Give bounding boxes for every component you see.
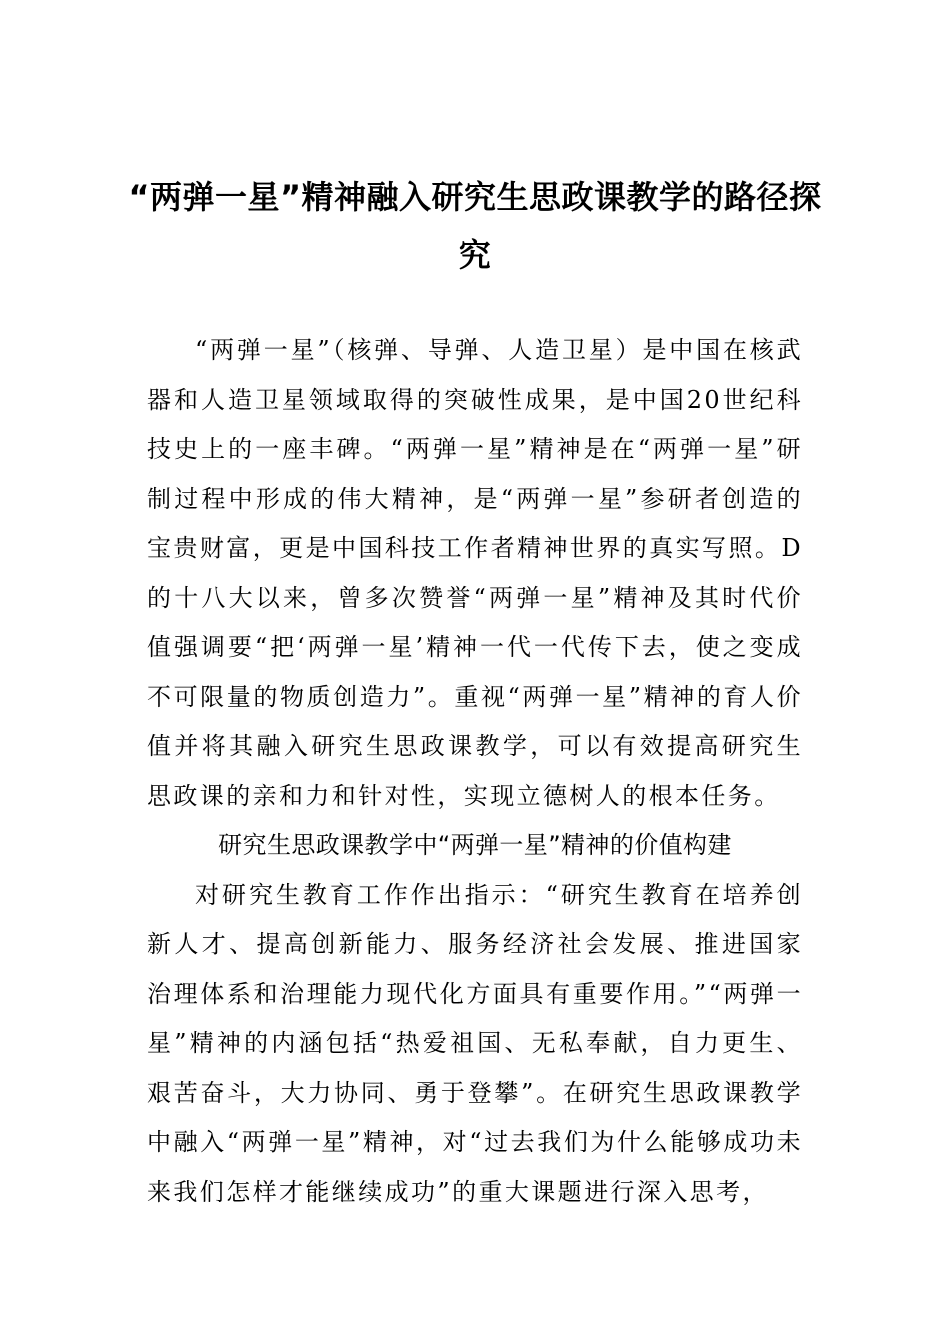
- document-title: “两弹一星”精神融入研究生思政课教学的路径探究: [128, 178, 822, 274]
- section-paragraph: 对研究生教育工作作出指示：“研究生教育在培养创新人才、提高创新能力、服务经济社会发展、推进国家治理体系和治理能力现代化方面具有重要作用。”“两弹一星”精神的内涵包括“热爱祖国、无私奉献，自力更生、艰苦奋斗，大力协同、勇于登攀”。在研究生思政课教学中融入“两弹一星”精神，对“过去我们为什么能够成功未来我们怎样才能继续成功”的重大课题进行深入思考，: [147, 880, 803, 1206]
- section-heading: 研究生思政课教学中“两弹一星”精神的价值构建: [218, 831, 732, 859]
- intro-paragraph: “两弹一星”（核弹、导弹、人造卫星）是中国在核武器和人造卫星领域取得的突破性成果，是中国20世纪科技史上的一座丰碑。“两弹一星”精神是在“两弹一星”研制过程中形成的伟大精神，是“两弹一星”参研者创造的宝贵财富，更是中国科技工作者精神世界的真实写照。D的十八大以来，曾多次赞誉“两弹一星”精神及其时代价值强调要“把‘两弹一星’精神一代一代传下去，使之变成不可限量的物质创造力”。重视“两弹一星”精神的育人价值并将其融入研究生思政课教学，可以有效提高研究生思政课的亲和力和针对性，实现立德树人的根本任务。: [147, 336, 803, 810]
- document-body: [147, 326, 803, 1217]
